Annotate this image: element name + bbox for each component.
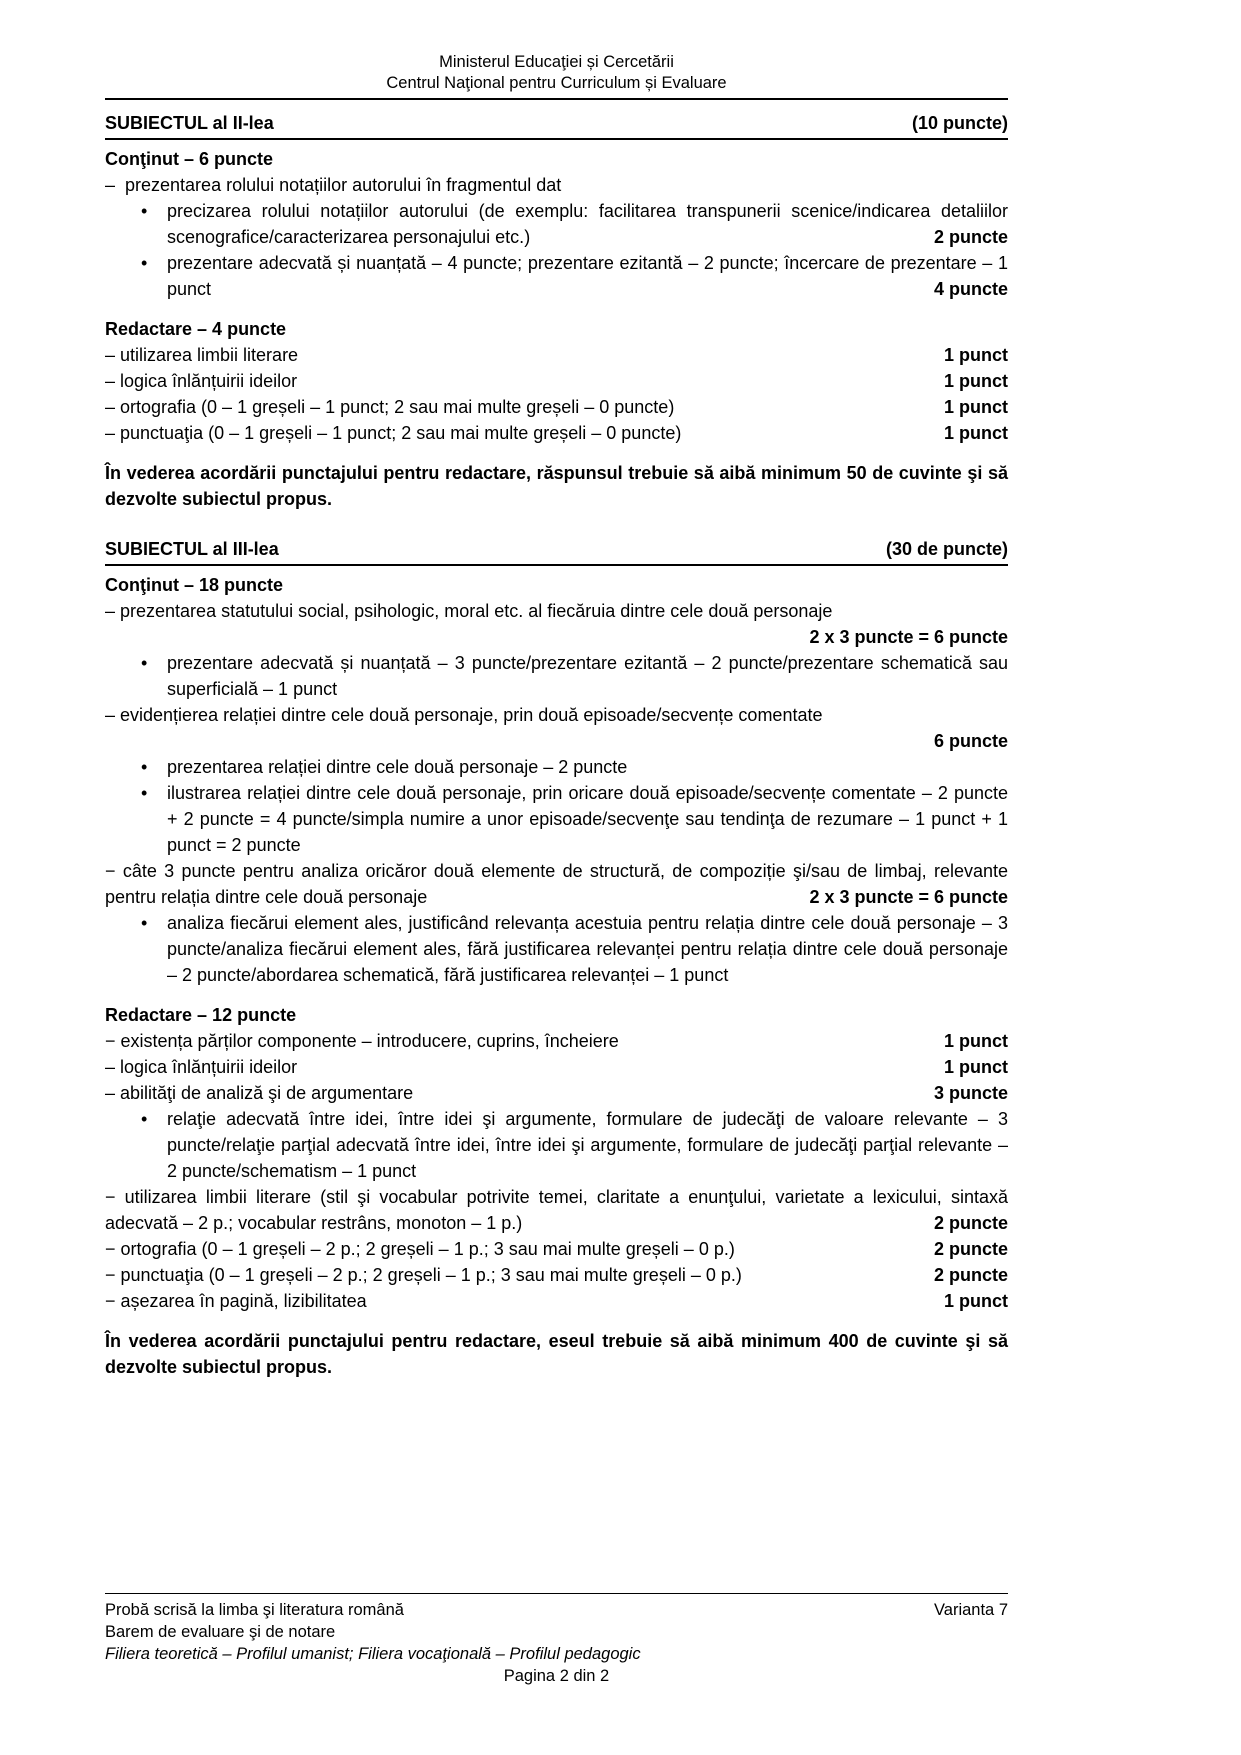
section-3-title: SUBIECTUL al III-lea	[105, 539, 279, 559]
bullet-marker: •	[141, 1109, 148, 1129]
rubric-line: − punctuaţia (0 – 1 greșeli – 2 p.; 2 greșeli – 1 p.; 3 sau mai multe greșeli – 0 p.) 2 puncte	[105, 1262, 1008, 1288]
rubric-line: – evidențierea relației dintre cele două personaje, prin două episoade/secvențe comentate	[105, 705, 823, 725]
section-3-title-row	[105, 536, 1008, 566]
rubric-line: – punctuaţia (0 – 1 greșeli – 1 punct; 2 sau mai multe greșeli – 0 puncte) 1 punct	[105, 420, 1008, 446]
points-value: 1 punct	[943, 1057, 1008, 1077]
header-rule	[105, 98, 1008, 100]
rubric-bullet: • analiza fiecărui element ales, justificând relevanța acestuia pentru relația dintre cele două personaje – 3 puncte/analiza fiecărui element ales, fără justificarea relevanței pentru relația dintre cele două personaje – 2 puncte/abordarea schematică, fără justificarea relevanței – 1 punct	[105, 910, 1008, 988]
rubric-subheading: Conţinut – 18 puncte	[105, 575, 284, 595]
points-value: 2 puncte	[933, 1213, 1008, 1233]
rubric-bullet: • ilustrarea relației dintre cele două personaje, prin oricare două episoade/secvențe comentate – 2 puncte + 2 puncte = 4 puncte/simpla numire a unor episoade/secvenţe sau tendinţa de rezumare – 1 punct + 1 punct = 2 puncte	[105, 780, 1008, 858]
rubric-line: − ortografia (0 – 1 greșeli – 2 p.; 2 greșeli – 1 p.; 3 sau mai multe greșeli – 0 p.) 2 puncte	[105, 1236, 1008, 1262]
page-footer	[105, 1599, 1008, 1687]
section-subiectul-3	[105, 536, 1008, 1380]
rubric-bullet: • prezentarea relației dintre cele două personaje – 2 puncte	[105, 754, 1008, 780]
footer-row-1	[105, 1599, 1008, 1621]
rubric-line: − așezarea în pagină, lizibilitatea 1 punct	[105, 1288, 1008, 1314]
points-value: 1 punct	[943, 371, 1008, 391]
bullet-marker: •	[141, 201, 148, 221]
bullet-marker: •	[141, 757, 148, 777]
points-value: 2 x 3 puncte = 6 puncte	[809, 887, 1008, 907]
ministry-line: Ministerul Educaţiei și Cercetării	[439, 53, 674, 71]
section-2-title-row	[105, 110, 1008, 140]
document-content	[105, 110, 1008, 1394]
rubric-subheading: Redactare – 4 puncte	[105, 319, 287, 339]
document-type: Barem de evaluare şi de notare	[105, 1623, 336, 1641]
bullet-marker: •	[141, 913, 148, 933]
section-subiectul-2	[105, 110, 1008, 512]
rubric-bullet: • precizarea rolului notațiilor autorului (de exemplu: facilitarea transpunerii scenice/indicarea detaliilor scenografice/caracterizarea personajului etc.) 2 puncte	[105, 198, 1008, 250]
rubric-bullet: • prezentare adecvată și nuanțată – 4 puncte; prezentare ezitantă – 2 puncte; încercare de prezentare – 1 punct 4 puncte	[105, 250, 1008, 302]
section-3-total-points: (30 de puncte)	[885, 539, 1008, 559]
rubric-line: − câte 3 puncte pentru analiza oricăror două elemente de structură, de compoziție şi/sau de limbaj, relevante pentru relația dintre cele două personaje 2 x 3 puncte = 6 puncte	[105, 858, 1008, 910]
points-value: 1 punct	[943, 345, 1008, 365]
points-value: 2 puncte	[933, 1239, 1008, 1259]
section-2-blocks	[105, 146, 1008, 512]
rubric-line: − utilizarea limbii literare (stil şi vocabular potrivite temei, claritate a enunţului, varietate a lexicului, sintaxă adecvată – 2 p.; vocabular restrâns, monoton – 1 p.) 2 puncte	[105, 1184, 1008, 1236]
rubric-line: – utilizarea limbii literare 1 punct	[105, 342, 1008, 368]
page-header	[105, 52, 1008, 94]
rubric-subheading: Conţinut – 6 puncte	[105, 149, 273, 169]
rubric-line: – prezentarea rolului notațiilor autorului în fragmentul dat	[105, 175, 562, 195]
points-line: 2 x 3 puncte = 6 puncte	[809, 627, 1008, 647]
center-line: Centrul Naţional pentru Curriculum și Evaluare	[386, 74, 727, 92]
bullet-marker: •	[141, 253, 148, 273]
rubric-line: – abilităţi de analiză şi de argumentare 3 puncte	[105, 1080, 1008, 1106]
section-2-title: SUBIECTUL al II-lea	[105, 113, 274, 133]
note-paragraph: În vederea acordării punctajului pentru redactare, eseul trebuie să aibă minimum 400 de cuvinte şi să dezvolte subiectul propus.	[105, 1331, 1008, 1377]
rubric-bullet: • prezentare adecvată și nuanțată – 3 puncte/prezentare ezitantă – 2 puncte/prezentare schematică sau superficială – 1 punct	[105, 650, 1008, 702]
points-value: 2 puncte	[933, 227, 1008, 247]
rubric-subheading: Redactare – 12 puncte	[105, 1005, 297, 1025]
rubric-line: − existența părților componente – introducere, cuprins, încheiere 1 punct	[105, 1028, 1008, 1054]
rubric-line: – logica înlănțuirii ideilor 1 punct	[105, 368, 1008, 394]
points-value: 3 puncte	[933, 1083, 1008, 1103]
note-paragraph: În vederea acordării punctajului pentru redactare, răspunsul trebuie să aibă minimum 50 de cuvinte şi să dezvolte subiectul propus.	[105, 463, 1008, 509]
variant-label: Varianta 7	[934, 1601, 1008, 1619]
points-value: 1 punct	[943, 397, 1008, 417]
points-value: 1 punct	[943, 423, 1008, 443]
section-3-blocks	[105, 572, 1008, 1380]
points-value: 1 punct	[943, 1031, 1008, 1051]
rubric-bullet: • relaţie adecvată între idei, între idei şi argumente, formulare de judecăţi de valoare relevante – 3 puncte/relaţie parţial adecvată între idei, între idei şi argumente, formulare de judecăţi parţial relevante – 2 puncte/schematism – 1 punct	[105, 1106, 1008, 1184]
section-2-total-points: (10 puncte)	[911, 113, 1008, 133]
footer-rule	[105, 1593, 1008, 1594]
exam-name: Probă scrisă la limba şi literatura română	[105, 1601, 404, 1619]
bullet-marker: •	[141, 653, 148, 673]
rubric-line: – logica înlănțuirii ideilor 1 punct	[105, 1054, 1008, 1080]
page-number: Pagina 2 din 2	[503, 1667, 610, 1685]
rubric-line: – prezentarea statutului social, psihologic, moral etc. al fiecăruia dintre cele două personaje	[105, 601, 833, 621]
rubric-line: – ortografia (0 – 1 greșeli – 1 punct; 2 sau mai multe greșeli – 0 puncte) 1 punct	[105, 394, 1008, 420]
points-value: 4 puncte	[933, 279, 1008, 299]
points-value: 2 puncte	[933, 1265, 1008, 1285]
bullet-marker: •	[141, 783, 148, 803]
points-line: 6 puncte	[933, 731, 1008, 751]
filiera-line: Filiera teoretică – Profilul umanist; Filiera vocaţională – Profilul pedagogic	[105, 1645, 641, 1663]
points-value: 1 punct	[943, 1291, 1008, 1311]
